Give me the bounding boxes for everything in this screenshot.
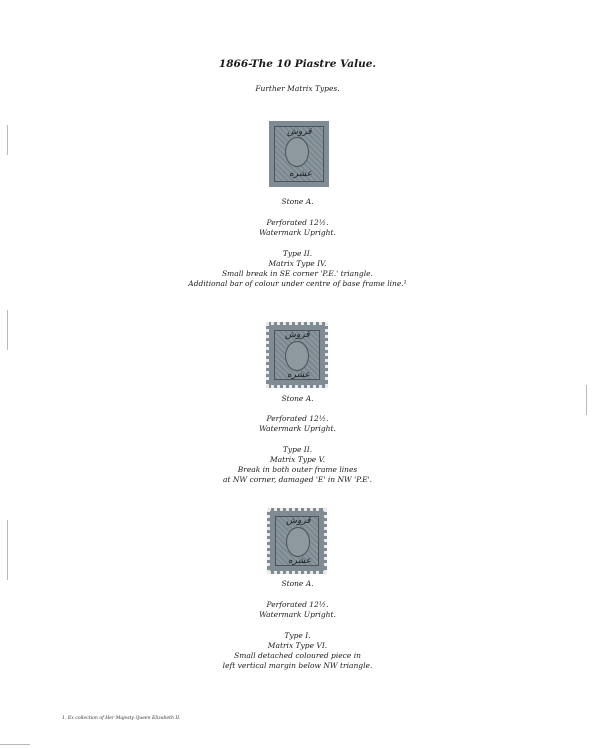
- entry-1-type: Type II.: [282, 249, 313, 258]
- page-subtitle: Further Matrix Types.: [255, 84, 340, 93]
- stamp-portrait-oval: [286, 527, 310, 557]
- entry-2-perf: Perforated 12½.: [266, 414, 329, 423]
- entry-1-desc-1: Small break in SE corner 'P.E.' triangle.: [222, 269, 373, 278]
- stamp-script-top: ﻗﺮﻭﺵ: [287, 127, 312, 137]
- stamp-script-bottom: ﻋﺸﺮﻩ: [288, 556, 312, 566]
- entry-2-matrix: Matrix Type V.: [269, 455, 326, 464]
- scan-edge-mark: [7, 125, 8, 155]
- entry-2-watermark: Watermark Upright.: [259, 424, 336, 433]
- entry-3-desc-1: Small detached coloured piece in: [234, 651, 361, 660]
- stamp-script-bottom: ﻋﺸﺮﻩ: [289, 169, 313, 179]
- stamp-script-top: ﻗﺮﻭﺵ: [285, 330, 310, 340]
- entry-1-stone: Stone A.: [281, 197, 314, 206]
- entry-1-matrix: Matrix Type IV.: [268, 259, 327, 268]
- scan-edge-mark: [0, 744, 30, 745]
- stamp-portrait-oval: [285, 341, 309, 371]
- stamp-image-1: [269, 121, 329, 187]
- entry-2-desc-2: at NW corner, damaged 'E' in NW 'P.E'.: [222, 475, 373, 484]
- stamp-image-3: [267, 508, 327, 574]
- entry-2-type: Type II.: [282, 445, 313, 454]
- entry-1-watermark: Watermark Upright.: [259, 228, 336, 237]
- stamp-portrait-oval: [285, 137, 309, 167]
- stamp-script-top: ﻗﺮﻭﺵ: [286, 516, 311, 526]
- entry-3-type: Type I.: [284, 631, 311, 640]
- entry-1-desc-2: Additional bar of colour under centre of base frame line.¹: [188, 279, 407, 288]
- entry-3-matrix: Matrix Type VI.: [267, 641, 328, 650]
- stamp-image-2: [266, 322, 328, 388]
- entry-3-watermark: Watermark Upright.: [259, 610, 336, 619]
- footnote: 1. Ex collection of Her Majesty Queen Elizabeth II.: [62, 716, 181, 721]
- scan-edge-mark: [7, 310, 8, 350]
- scan-edge-mark: [7, 520, 8, 580]
- entry-3-perf: Perforated 12½.: [266, 600, 329, 609]
- entry-3-stone: Stone A.: [281, 579, 314, 588]
- entry-1-perf: Perforated 12½.: [266, 218, 329, 227]
- stamp-script-bottom: ﻋﺸﺮﻩ: [287, 370, 311, 380]
- entry-3-desc-2: left vertical margin below NW triangle.: [222, 661, 373, 670]
- scan-edge-mark: [586, 385, 587, 415]
- entry-2-desc-1: Break in both outer frame lines: [237, 465, 358, 474]
- entry-2-stone: Stone A.: [281, 394, 314, 403]
- page-title: 1866-The 10 Piastre Value.: [218, 58, 377, 70]
